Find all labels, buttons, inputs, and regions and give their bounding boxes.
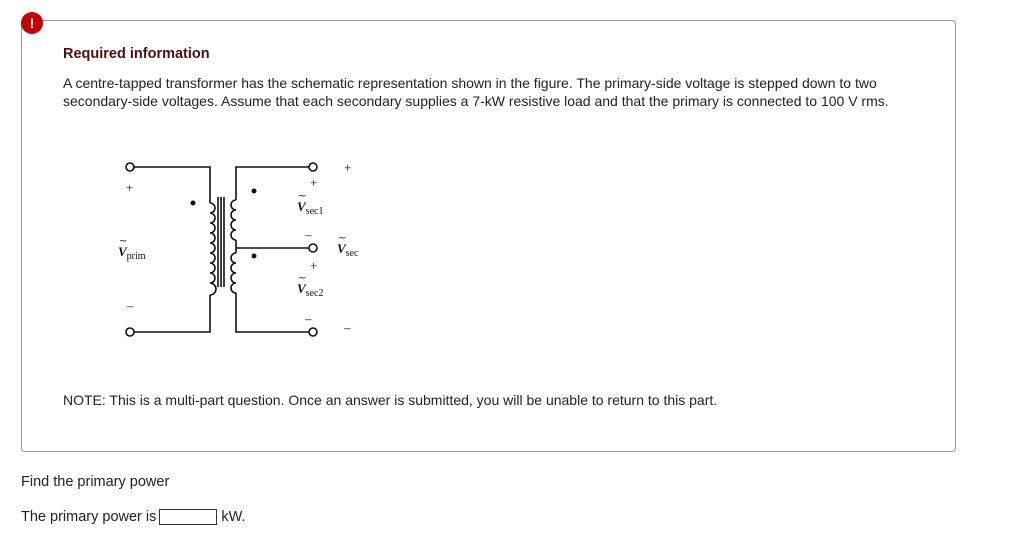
sec-minus-label: –	[344, 320, 351, 335]
secondary-top-terminal	[309, 163, 317, 171]
required-info-title: Required information	[63, 46, 210, 62]
v-prim-label: $V_{prim}$	[118, 244, 146, 262]
primary-bottom-terminal	[126, 328, 134, 336]
secondary-coil-2	[231, 253, 236, 293]
sec2-plus-label: +	[310, 258, 318, 273]
sec2-minus-label: –	[305, 311, 312, 326]
v-sec1-label: $V_{sec1}$	[297, 199, 324, 217]
sec-plus-label: +	[344, 160, 352, 175]
secondary-coil-1	[231, 200, 236, 240]
answer-unit: kW.	[221, 509, 246, 525]
svg-text:~: ~	[298, 191, 307, 202]
prim-plus-label: +	[126, 180, 134, 195]
primary-polarity-dot	[191, 201, 196, 206]
primary-bottom-wire	[133, 295, 210, 332]
note-text: NOTE: This is a multi-part question. Once an answer is submitted, you will be unable to return to this part.	[63, 392, 718, 408]
secondary2-polarity-dot	[252, 254, 257, 259]
v-sec2-label: $V_{sec2}$	[297, 281, 324, 299]
v-sec-label: $V_{sec}$	[337, 241, 359, 259]
problem-statement: A centre-tapped transformer has the schematic representation shown in the figure. The primary-side voltage is stepped down to two secondary-side voltages. Assume that each secondary supplies a 7-kW resistive load and that the primary is connected to 100 V rms.	[63, 75, 889, 109]
transformer-schematic	[100, 145, 380, 355]
prim-minus-label: –	[127, 298, 134, 313]
primary-power-input[interactable]	[159, 509, 217, 525]
question-prompt: Find the primary power	[21, 474, 170, 490]
secondary-bottom-terminal	[309, 328, 317, 336]
centre-tap-terminal	[309, 244, 317, 252]
primary-top-terminal	[126, 163, 134, 171]
secondary1-polarity-dot	[252, 189, 257, 194]
sec1-minus-label: –	[305, 227, 312, 242]
answer-row	[21, 509, 246, 525]
primary-coil	[210, 203, 216, 295]
answer-label: The primary power is	[21, 509, 157, 525]
exclamation-icon: !	[21, 12, 43, 34]
svg-text:~: ~	[338, 233, 347, 244]
svg-text:~: ~	[119, 236, 128, 247]
svg-text:~: ~	[298, 273, 307, 284]
secondary-bottom-wire	[236, 293, 310, 332]
sec1-plus-label: +	[310, 175, 318, 190]
primary-top-wire	[133, 167, 210, 203]
